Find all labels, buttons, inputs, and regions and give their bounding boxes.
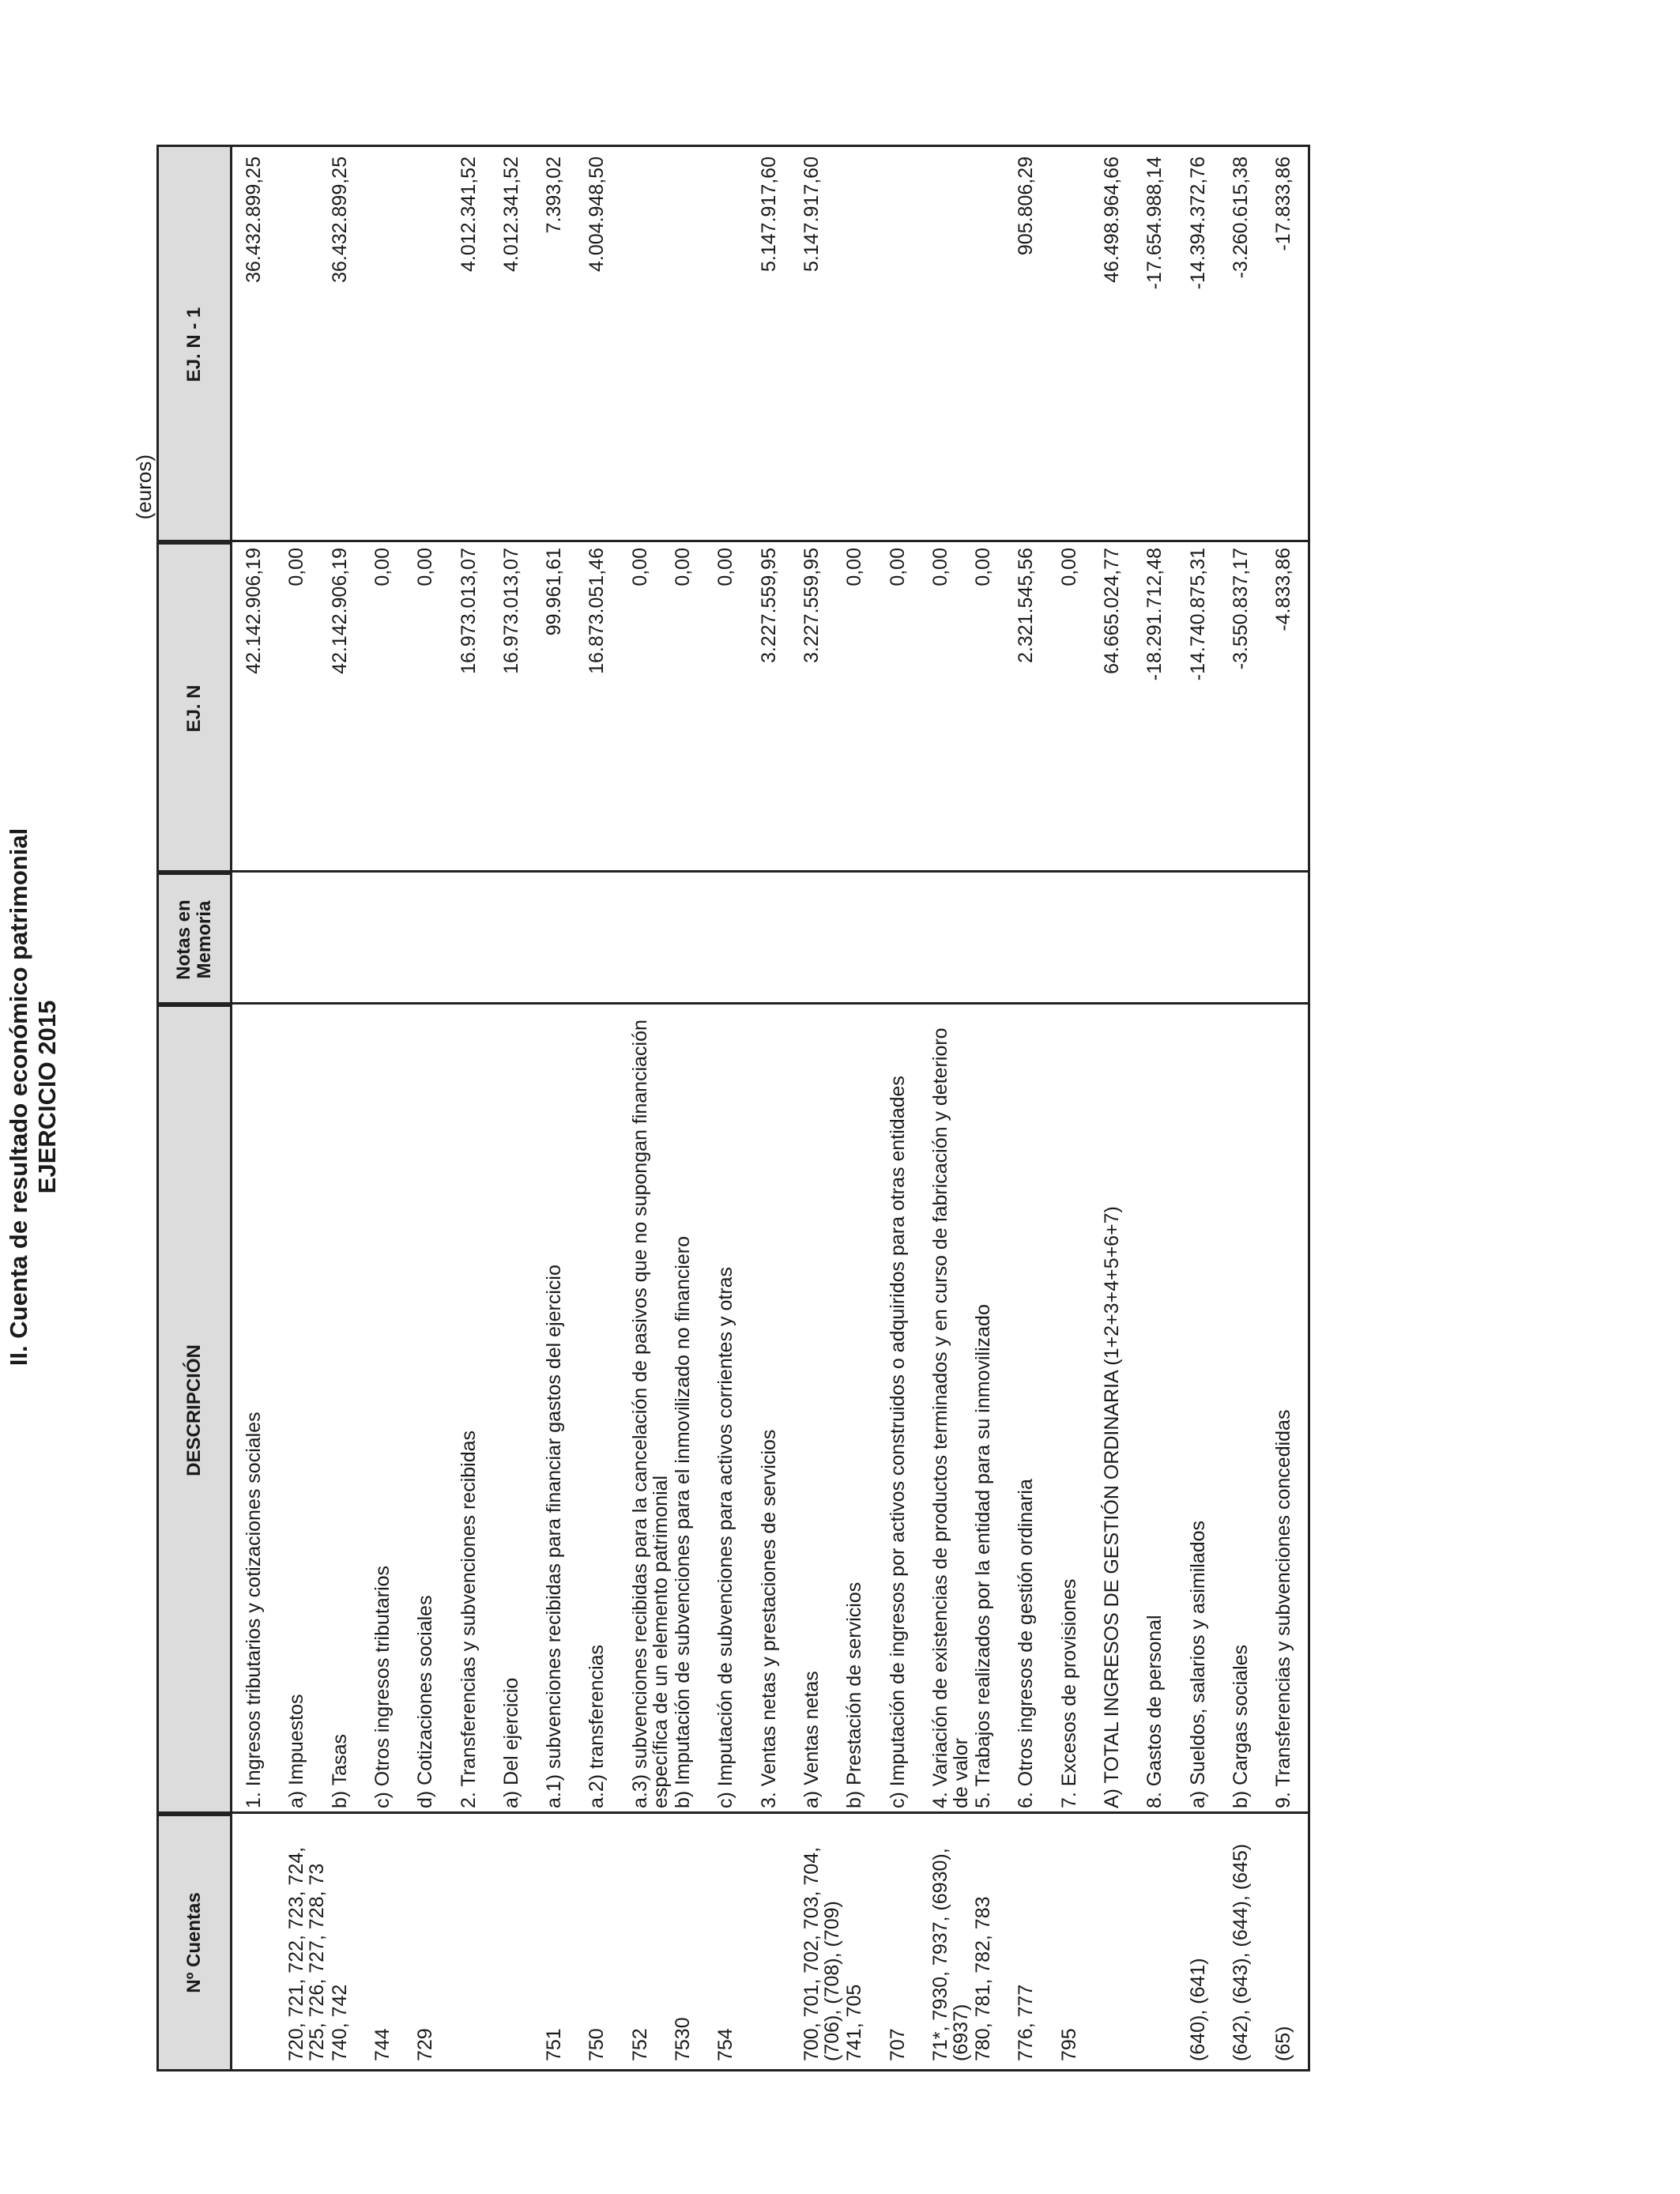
description-cell: 5. Trabajos realizados por la entidad para su inmovilizado xyxy=(972,1304,995,1808)
account-cell: 744 xyxy=(371,2028,394,2061)
description-cell: 1. Ingresos tributarios y cotizaciones sociales xyxy=(243,1412,265,1808)
results-table xyxy=(156,145,1310,2071)
ej-n-1-cell: 4.012.341,52 xyxy=(499,156,522,272)
ej-n-cell: 2.321.545,56 xyxy=(1015,548,1038,663)
description-cell: a) Ventas netas xyxy=(800,1671,823,1808)
page-subtitle: EJERCICIO 2015 xyxy=(33,1000,61,1194)
ej-n-cell: 0,00 xyxy=(714,548,737,586)
table-row xyxy=(318,147,361,2069)
table-row xyxy=(447,147,490,2069)
ej-n-cell: -3.550.837,17 xyxy=(1229,548,1252,670)
ej-n-cell: 0,00 xyxy=(929,548,951,586)
account-cell: 795 xyxy=(1057,2028,1080,2061)
table-row xyxy=(833,147,876,2069)
account-cell: 752 xyxy=(628,2028,651,2061)
header-notas xyxy=(159,873,230,1005)
description-cell: 3. Ventas netas y prestaciones de servicios xyxy=(757,1429,780,1808)
description-cell: a) Del ejercicio xyxy=(499,1677,522,1808)
account-cell: 776, 777 xyxy=(1015,1984,1038,2061)
ej-n-cell: 0,00 xyxy=(843,548,866,586)
table-row xyxy=(661,147,704,2069)
ej-n-cell: 42.142.906,19 xyxy=(328,548,351,674)
ej-n-cell: 3.227.559,95 xyxy=(800,548,823,663)
ej-n-1-cell: -14.394.372,76 xyxy=(1186,156,1209,290)
description-cell: b) Tasas xyxy=(328,1733,351,1808)
description-cell: a.1) subvenciones recibidas para financiar gastos del ejercicio xyxy=(543,1265,566,1808)
ej-n-cell: 0,00 xyxy=(371,548,394,586)
table-row xyxy=(1177,147,1219,2069)
description-cell: 4. Variación de existencias de productos terminados y en curso de fabricación y deterioro de valor xyxy=(929,1027,972,1808)
table-row xyxy=(790,147,843,2069)
header-descripcion: DESCRIPCIÓN xyxy=(159,1005,230,1814)
table-row xyxy=(533,147,575,2069)
table-row xyxy=(619,147,672,2069)
table-row xyxy=(404,147,446,2069)
ej-n-1-cell: 7.393,02 xyxy=(543,156,566,234)
ej-n-cell: 16.873.051,46 xyxy=(586,548,608,674)
account-cell: 729 xyxy=(414,2028,437,2061)
description-cell: a.3) subvenciones recibidas para la cancelación de pasivos que no supongan financiación específica de un elemento patrimonial xyxy=(628,1020,672,1808)
account-cell: 740, 742 xyxy=(328,1984,351,2061)
ej-n-1-cell: -17.654.988,14 xyxy=(1143,156,1166,290)
table-row xyxy=(1133,147,1176,2069)
description-cell: b) Cargas sociales xyxy=(1229,1644,1252,1808)
header-ej-n-1: EJ. N - 1 xyxy=(183,307,205,383)
account-cell: 750 xyxy=(586,2028,608,2061)
account-cell: (642), (643), (644), (645) xyxy=(1229,1843,1252,2061)
ej-n-cell: 0,00 xyxy=(886,548,909,586)
ej-n-cell: 0,00 xyxy=(972,548,995,586)
table-row xyxy=(1004,147,1047,2069)
ej-n-cell: 0,00 xyxy=(1057,548,1080,586)
ej-n-cell: 99.961,61 xyxy=(543,548,566,636)
account-cell: 720, 721, 722, 723, 724, 725, 726, 727, 728, 73 xyxy=(285,1846,329,2061)
ej-n-cell: 0,00 xyxy=(628,548,651,586)
header-notas-label: Notas en Memoria xyxy=(173,899,215,980)
description-cell: 6. Otros ingresos de gestión ordinaria xyxy=(1015,1479,1038,1808)
header-cuentas: Nº Cuentas xyxy=(159,1814,230,2069)
table-row xyxy=(361,147,404,2069)
description-cell: c) Otros ingresos tributarios xyxy=(371,1565,394,1808)
table-row xyxy=(1090,147,1133,2069)
unit-label: (euros) xyxy=(132,454,156,520)
table-header xyxy=(159,147,232,2069)
page-title: II. Cuenta de resultado económico patrimonial xyxy=(5,827,32,1367)
description-cell: a.2) transferencias xyxy=(586,1644,608,1808)
account-cell: 700, 701, 702, 703, 704, (706), (708), (709) xyxy=(800,1846,843,2061)
ej-n-cell: -4.833,86 xyxy=(1272,548,1295,631)
ej-n-cell: 0,00 xyxy=(414,548,437,586)
ej-n-1-cell: 4.004.948,50 xyxy=(586,156,608,272)
ej-n-cell: -18.291.712,48 xyxy=(1143,548,1166,681)
table-row xyxy=(1048,147,1090,2069)
description-cell: 9. Transferencias y subvenciones concedidas xyxy=(1272,1409,1295,1808)
account-cell: 707 xyxy=(886,2028,909,2061)
ej-n-cell: -14.740.875,31 xyxy=(1186,548,1209,681)
description-cell: A) TOTAL INGRESOS DE GESTIÓN ORDINARIA (1+2+3+4+5+6+7) xyxy=(1101,1206,1123,1808)
ej-n-1-cell: 36.432.899,25 xyxy=(243,156,265,283)
description-cell: 2. Transferencias y subvenciones recibidas xyxy=(457,1430,480,1808)
description-cell: c) Imputación de subvenciones para activos corrientes y otras xyxy=(714,1266,737,1808)
account-cell: (65) xyxy=(1272,2026,1295,2061)
ej-n-cell: 0,00 xyxy=(672,548,694,586)
table-row xyxy=(1219,147,1262,2069)
account-cell: 780, 781, 782, 783 xyxy=(972,1896,995,2061)
description-cell: b) Imputación de subvenciones para el inmovilizado no financiero xyxy=(672,1235,694,1808)
table-row xyxy=(1262,147,1305,2069)
ej-n-cell: 42.142.906,19 xyxy=(243,548,265,674)
header-ej-n: EJ. N xyxy=(159,542,230,873)
description-cell: a) Sueldos, salarios y asimilados xyxy=(1186,1520,1209,1808)
ej-n-1-cell: 5.147.917,60 xyxy=(757,156,780,272)
ej-n-1-cell: 905.806,29 xyxy=(1015,156,1038,256)
description-cell: c) Imputación de ingresos por activos construidos o adquiridos para otras entidades xyxy=(886,1076,909,1808)
table-row xyxy=(575,147,618,2069)
account-cell: 71*, 7930, 7937, (6930), (6937) xyxy=(929,1848,972,2061)
table-row xyxy=(275,147,329,2069)
description-cell: 7. Excesos de provisiones xyxy=(1057,1578,1080,1808)
table-row xyxy=(962,147,1004,2069)
ej-n-cell: 16.973.013,07 xyxy=(499,548,522,674)
description-cell: b) Prestación de servicios xyxy=(843,1581,866,1808)
description-cell: d) Cotizaciones sociales xyxy=(414,1595,437,1808)
ej-n-1-cell: 36.432.899,25 xyxy=(328,156,351,283)
ej-n-1-cell: -3.260.615,38 xyxy=(1229,156,1252,279)
table-row xyxy=(490,147,533,2069)
account-cell: 7530 xyxy=(672,2017,694,2061)
account-cell: 751 xyxy=(543,2028,566,2061)
table-row xyxy=(704,147,747,2069)
table-row xyxy=(876,147,919,2069)
description-cell: a) Impuestos xyxy=(285,1694,308,1808)
ej-n-1-cell: -17.833,86 xyxy=(1272,156,1295,251)
table-row xyxy=(919,147,972,2069)
ej-n-cell: 3.227.559,95 xyxy=(757,548,780,663)
description-cell: 8. Gastos de personal xyxy=(1143,1615,1166,1808)
table-row xyxy=(232,147,275,2069)
ej-n-1-cell: 5.147.917,60 xyxy=(800,156,823,272)
ej-n-1-cell: 4.012.341,52 xyxy=(457,156,480,272)
account-cell: (640), (641) xyxy=(1186,1958,1209,2061)
ej-n-cell: 16.973.013,07 xyxy=(457,548,480,674)
account-cell: 741, 705 xyxy=(843,1984,866,2061)
account-cell: 754 xyxy=(714,2028,737,2061)
table-row xyxy=(748,147,790,2069)
ej-n-cell: 0,00 xyxy=(285,548,308,586)
ej-n-cell: 64.665.024,77 xyxy=(1101,548,1123,674)
ej-n-1-cell: 46.498.964,66 xyxy=(1101,156,1123,283)
